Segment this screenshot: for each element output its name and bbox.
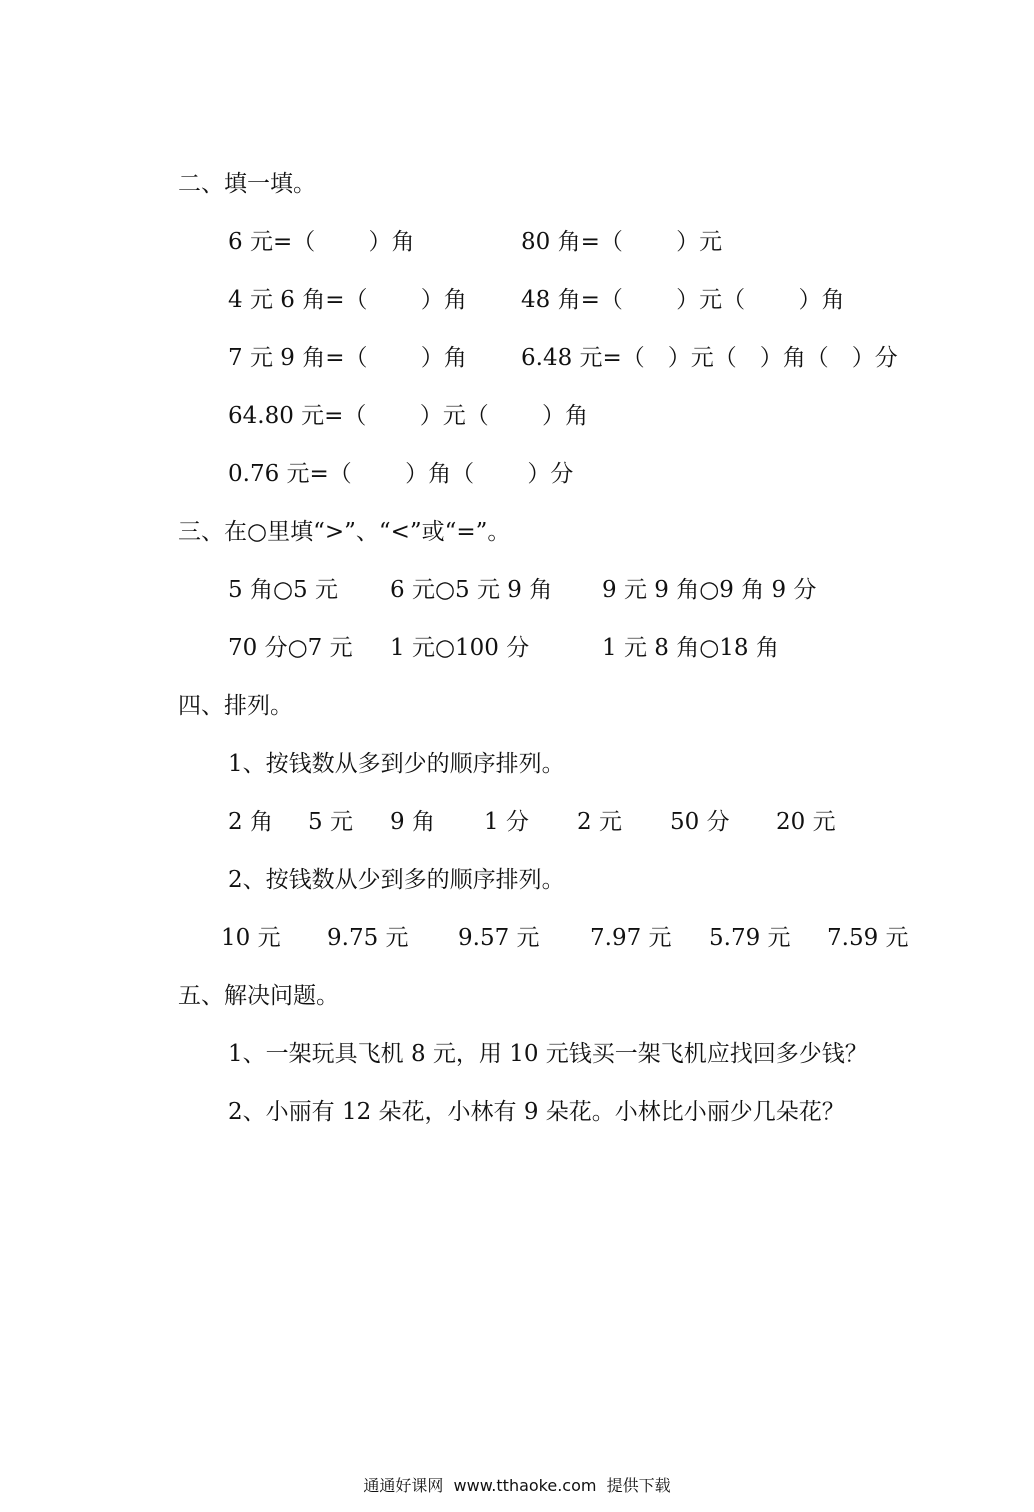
compare-item: 9 元 9 角○9 角 9 分 (602, 577, 817, 603)
order-value: 9.57 元 (458, 925, 540, 951)
section-order-heading: 四、排列。 (178, 693, 293, 719)
order-value: 20 元 (776, 809, 836, 835)
solve-question-1: 1、一架玩具飞机 8 元，用 10 元钱买一架飞机应找回多少钱？ (228, 1041, 868, 1067)
order-value: 10 元 (221, 925, 281, 951)
order-value: 50 分 (670, 809, 730, 835)
compare-item: 5 角○5 元 (228, 577, 338, 603)
fill-item: 64.80 元=（ ）元（ ）角 (228, 403, 589, 429)
compare-item: 1 元 8 角○18 角 (602, 635, 779, 661)
order-value: 5.79 元 (709, 925, 791, 951)
order-value: 7.59 元 (827, 925, 909, 951)
order-question-1: 1、按钱数从多到少的顺序排列。 (228, 751, 565, 777)
fill-item: 6.48 元=（ ）元（ ）角（ ）分 (521, 345, 898, 371)
solve-question-2: 2、小丽有 12 朵花，小林有 9 朵花。小林比小丽少几朵花？ (228, 1099, 845, 1125)
fill-item: 4 元 6 角=（ ）角 (228, 287, 467, 313)
fill-item: 0.76 元=（ ）角（ ）分 (228, 461, 574, 487)
order-value: 7.97 元 (590, 925, 672, 951)
order-value: 9.75 元 (327, 925, 409, 951)
order-value: 2 元 (577, 809, 622, 835)
order-value: 9 角 (390, 809, 435, 835)
section-compare-heading: 三、在○里填“>”、“<”或“=”。 (178, 519, 511, 545)
section-solve-heading: 五、解决问题。 (178, 983, 339, 1009)
compare-item: 70 分○7 元 (228, 635, 353, 661)
compare-item: 6 元○5 元 9 角 (390, 577, 553, 603)
fill-item: 6 元=（ ）角 (228, 229, 415, 255)
fill-item: 7 元 9 角=（ ）角 (228, 345, 467, 371)
section-fill-heading: 二、填一填。 (178, 171, 316, 197)
page-footer: 通通好课网 www.tthaoke.com 提供下载 (363, 1476, 671, 1495)
fill-item: 48 角=（ ）元（ ）角 (521, 287, 845, 313)
order-value: 5 元 (308, 809, 353, 835)
order-value: 1 分 (484, 809, 529, 835)
compare-item: 1 元○100 分 (390, 635, 530, 661)
fill-item: 80 角=（ ）元 (521, 229, 723, 255)
order-question-2: 2、按钱数从少到多的顺序排列。 (228, 867, 565, 893)
order-value: 2 角 (228, 809, 273, 835)
